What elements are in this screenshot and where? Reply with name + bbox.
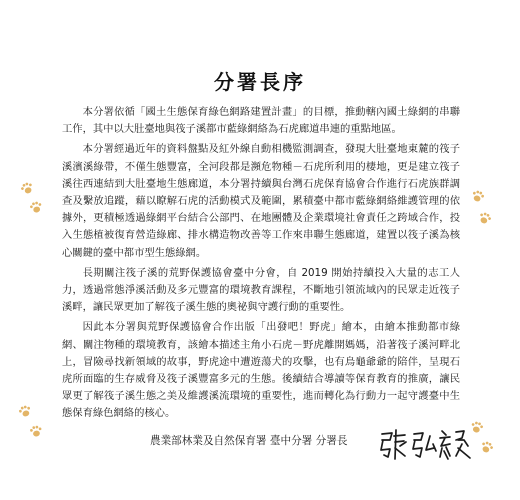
signature-image [378, 426, 474, 462]
paw-print-icon [28, 423, 44, 439]
preface-body [62, 104, 460, 426]
page-title: 分署長序 [214, 70, 306, 94]
paw-print-icon [16, 402, 34, 420]
paragraph-1: 本分署依循「國土生態保育綠色網路建置計畫」的目標，推動轄內國土綠網的串聯工作，其中以大肚臺地與筏子溪都市藍綠網絡為石虎廊道串連的重點地區。 [62, 106, 460, 136]
paragraph-2: 本分署經過近年的資料盤點及紅外線自動相機監測調查，發現大肚臺地東麓的筏子溪濱溪綠帶，不僅生態豐富，全河段都是瀕危物種－石虎所利用的棲地，更是建立筏子溪往西連結到大肚臺地生態廊道，本分署持續與台灣石虎保育協會合作進行石虎族群調查及繫放追蹤，藉以瞭解石虎的活動模式及範圍，累積臺中都市藍綠網絡維護管理的依據外，更積極透過綠網平台結合公部門、在地團體及企業環境社會責任之跨域合作，投入生態植被復育營造綠廊、排水構造物改善等工作來串聯生態廊道，建置以筏子溪為核心關鍵的臺中都市型生態綠網。 [62, 143, 460, 259]
paw-print-icon [469, 187, 487, 205]
paw-print-icon [476, 209, 495, 228]
paragraph-4: 因此本分署與荒野保護協會合作出版「出發吧！野虎」繪本，由繪本推動都市綠網、關注物種的環境教育，該繪本描述主角小石虎－野虎離開媽媽，沿著筏子溪河畔北上，冒險尋找新領域的故事，野虎途中遭遊蕩犬的攻擊，也有烏龜爺爺的陪伴，呈現石虎所面臨的生存威脅及筏子溪豐富多元的生態。後續結合導讀等保育教育的推廣，讓民眾更了解筏子溪生態之美及維護溪流環境的重要性，進而轉化為行動力一起守護臺中生態保育綠色網絡的核心。 [62, 321, 460, 420]
paw-print-icon [18, 179, 37, 198]
paragraph-3: 長期關注筏子溪的荒野保護協會臺中分會，自 2019 開始持續投入大量的志工人力，透過常態淨溪活動及多元豐富的環境教育課程，不斷地引領流域內的民眾走近筏子溪畔，讓民眾更加了解筏子溪生態的奧祕與守護行動的重要性。 [62, 266, 460, 314]
paw-print-icon [478, 438, 497, 457]
signer-title: 農業部林業及自然保育署 臺中分署 分署長 [150, 435, 348, 447]
paw-print-icon [27, 198, 44, 215]
